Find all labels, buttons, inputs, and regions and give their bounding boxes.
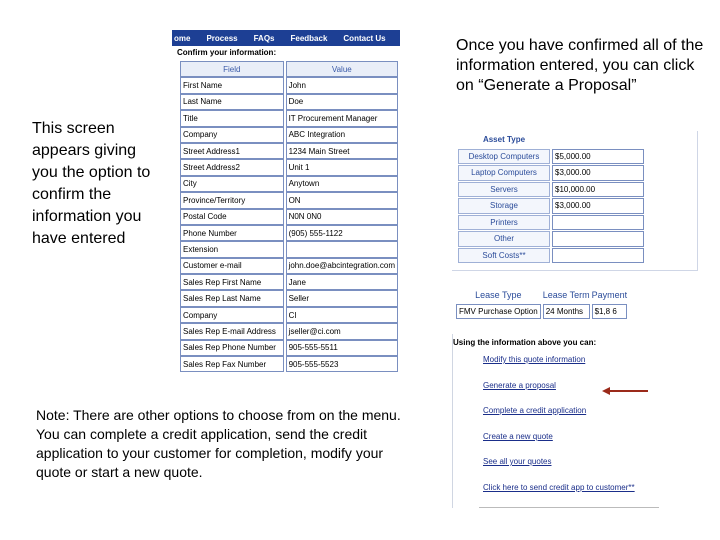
nav-item-contact[interactable]: Contact Us <box>343 33 386 43</box>
lease-type-value: FMV Purchase Option <box>456 304 541 319</box>
field-label: Sales Rep E-mail Address <box>180 323 284 339</box>
field-label: Street Address1 <box>180 143 284 159</box>
payment-header: Payment <box>591 290 628 300</box>
field-label: Last Name <box>180 94 284 110</box>
nav-item-feedback[interactable]: Feedback <box>290 33 328 43</box>
field-value: Unit 1 <box>286 159 398 175</box>
field-label: First Name <box>180 77 284 93</box>
table-row <box>180 159 398 175</box>
field-value: John <box>286 77 398 93</box>
field-value: Jane <box>286 274 398 290</box>
table-row <box>458 248 644 264</box>
table-row <box>180 176 398 192</box>
right-caption: Once you have confirmed all of the information entered, you can click on “Generate a Proposal” <box>456 37 704 94</box>
field-value: Doe <box>286 94 398 110</box>
field-value: ABC Integration <box>286 127 398 143</box>
table-row <box>180 274 398 290</box>
table-row <box>180 110 398 126</box>
field-label: Sales Rep Fax Number <box>180 356 284 372</box>
field-label: Phone Number <box>180 225 284 241</box>
asset-cost: $10,000.00 <box>552 182 644 198</box>
confirm-table <box>178 61 400 372</box>
top-navigation <box>172 30 400 46</box>
left-caption: This screen appears giving you the option to confirm the information you have entered <box>32 120 151 247</box>
asset-type: Printers <box>458 215 550 231</box>
field-value: john.doe@abcintegration.com <box>286 258 398 274</box>
asset-type: Servers <box>458 182 550 198</box>
confirm-screenshot <box>172 30 400 390</box>
table-row <box>180 143 398 159</box>
field-label: Extension <box>180 241 284 257</box>
table-row <box>180 356 398 372</box>
asset-type-header: Asset Type <box>482 135 526 145</box>
credit-application-link[interactable]: Complete a credit application <box>483 406 587 415</box>
field-value: CI <box>286 307 398 323</box>
nav-item-process[interactable]: Process <box>206 33 238 43</box>
table-row <box>458 231 644 247</box>
table-row <box>180 290 398 306</box>
table-row <box>180 209 398 225</box>
table-row <box>458 182 644 198</box>
table-row <box>180 192 398 208</box>
field-value: Seller <box>286 290 398 306</box>
table-row <box>458 149 644 165</box>
value-header: Value <box>286 61 398 77</box>
field-value: 905-555-5511 <box>286 340 398 356</box>
send-credit-app-link[interactable]: Click here to send credit app to customer** <box>483 482 635 492</box>
lease-term-value: 24 Months <box>543 304 590 319</box>
field-label: Customer e-mail <box>180 258 284 274</box>
payment-value: $1,8 6 <box>592 304 628 319</box>
asset-type: Storage <box>458 198 550 214</box>
table-row <box>458 165 644 181</box>
table-row <box>180 258 398 274</box>
lease-type-header: Lease Type <box>475 290 522 300</box>
field-label: Province/Territory <box>180 192 284 208</box>
divider <box>479 507 659 508</box>
field-label: Street Address2 <box>180 159 284 175</box>
table-row <box>180 340 398 356</box>
nav-item-faqs[interactable]: FAQs <box>253 33 275 43</box>
asset-cost <box>552 231 644 247</box>
field-label: City <box>180 176 284 192</box>
actions-screenshot <box>452 334 698 508</box>
table-row <box>180 77 398 93</box>
asset-type: Desktop Computers <box>458 149 550 165</box>
actions-heading: Using the information above you can: <box>453 338 597 347</box>
field-label: Company <box>180 127 284 143</box>
field-value: Anytown <box>286 176 398 192</box>
table-row <box>180 307 398 323</box>
field-value: IT Procurement Manager <box>286 110 398 126</box>
field-header: Field <box>180 61 284 77</box>
all-quotes-link[interactable]: See all your quotes <box>483 457 552 466</box>
field-label: Sales Rep Last Name <box>180 290 284 306</box>
nav-item-home[interactable]: ome <box>174 33 191 43</box>
asset-cost <box>552 248 644 264</box>
asset-cost: $3,000.00 <box>552 198 644 214</box>
table-row <box>180 323 398 339</box>
asset-cost: $5,000.00 <box>552 149 644 165</box>
modify-quote-link[interactable]: Modify this quote information <box>483 355 586 364</box>
field-value: jseller@ci.com <box>286 323 398 339</box>
field-value <box>286 241 398 257</box>
asset-table <box>456 131 646 264</box>
asset-type: Laptop Computers <box>458 165 550 181</box>
asset-type: Soft Costs** <box>458 248 550 264</box>
field-label: Title <box>180 110 284 126</box>
lease-screenshot <box>452 286 698 324</box>
field-label: Company <box>180 307 284 323</box>
new-quote-link[interactable]: Create a new quote <box>483 431 553 441</box>
note-text: Note: There are other options to choose from on the menu. You can complete a credit application, send the credit application to your customer for completion, modify your quote or start a new quote. <box>36 407 401 480</box>
asset-cost <box>552 215 644 231</box>
lease-term-header: Lease Term <box>542 290 590 300</box>
field-label: Sales Rep Phone Number <box>180 340 284 356</box>
asset-screenshot <box>452 131 698 271</box>
field-value: ON <box>286 192 398 208</box>
table-row <box>180 225 398 241</box>
confirm-title: Confirm your information: <box>177 48 277 57</box>
generate-proposal-link[interactable]: Generate a proposal <box>483 380 556 390</box>
arrow-left-icon <box>602 386 648 396</box>
table-row <box>458 198 644 214</box>
table-row <box>180 241 398 257</box>
lease-table <box>454 286 629 320</box>
field-value: 905-555-5523 <box>286 356 398 372</box>
asset-cost: $3,000.00 <box>552 165 644 181</box>
field-value: (905) 555-1122 <box>286 225 398 241</box>
field-label: Sales Rep First Name <box>180 274 284 290</box>
asset-type: Other <box>458 231 550 247</box>
table-row <box>180 127 398 143</box>
table-row <box>180 94 398 110</box>
table-row <box>458 215 644 231</box>
field-label: Postal Code <box>180 209 284 225</box>
field-value: N0N 0N0 <box>286 209 398 225</box>
field-value: 1234 Main Street <box>286 143 398 159</box>
